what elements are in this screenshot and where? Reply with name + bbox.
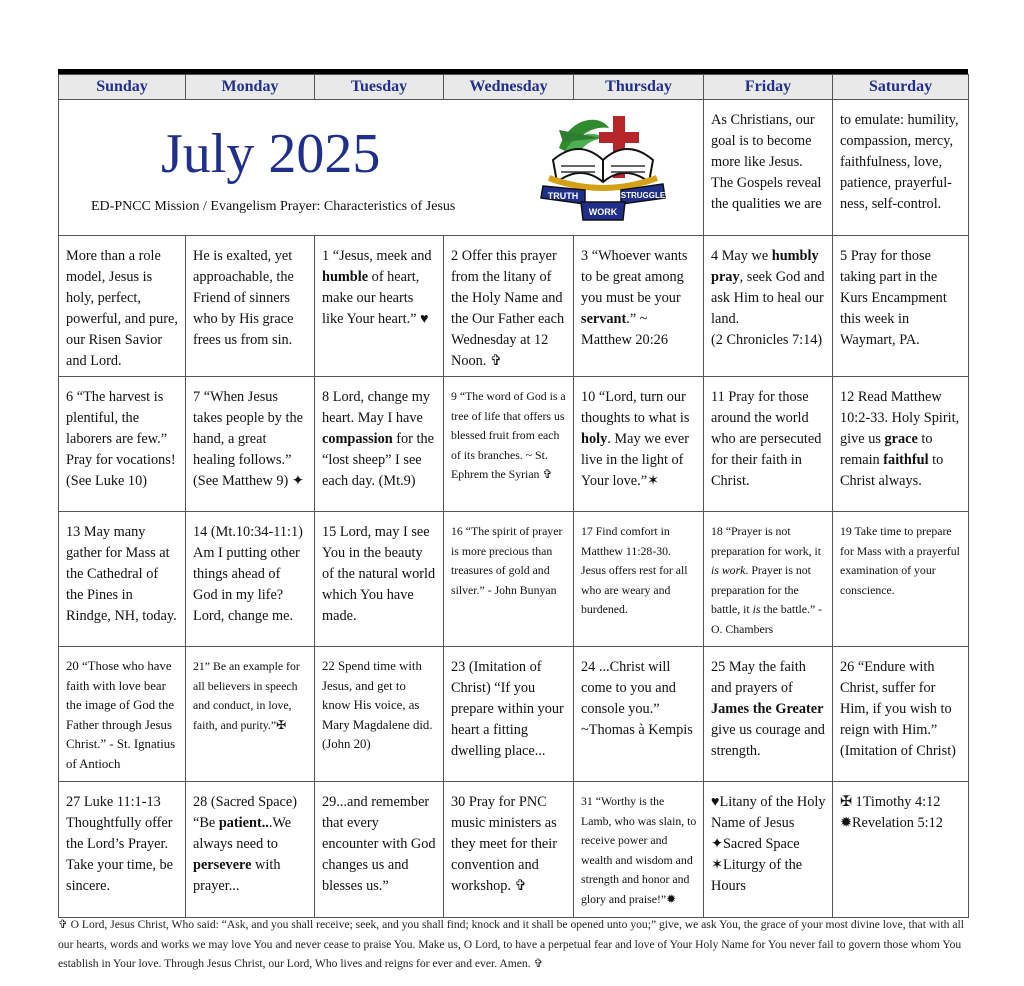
week-row [59, 647, 969, 782]
day-text: 29...and remember that every encounter with God changes us and blesses us.” [322, 794, 436, 894]
day-text: 13 May many gather for Mass at the Cathedral of the Pines in Rindge, NH, today. [66, 524, 177, 624]
day-text: 16 “The spirit of prayer is more precious than treasures of gold and silver.” - John Bunyan [451, 524, 563, 597]
header-monday: Monday [186, 75, 315, 100]
day-text: 18 “Prayer is not preparation for work, it is work. Prayer is not preparation for the battle, it is the battle.” -O. Chambers [711, 524, 823, 636]
day-cell [186, 236, 315, 377]
day-text: 4 May we humbly pray, seek God and ask Him to heal our land. (2 Chronicles 7:14) [711, 248, 825, 348]
day-cell [833, 236, 969, 377]
day-text: 22 Spend time with Jesus, and get to know His voice, as Mary Magdalene did. (John 20) [322, 659, 433, 751]
day-cell [444, 647, 574, 782]
day-cell [186, 377, 315, 512]
header-friday: Friday [704, 75, 833, 100]
day-text: 19 Take time to prepare for Mass with a prayerful examination of your conscience. [840, 524, 960, 597]
footer-prayer: ✞ O Lord, Jesus Christ, Who said: “Ask, and you shall receive; seek, and you shall find; knock and it shall be opened unto you;” give, we ask You, the grace of your most divine love, that with all our hearts, words and works we may love You and never cease to praise You. Make us, O Lord, to have a perpetual fear and love of Your Holy Name for You never fail to govern those whom You establish in Your love. Through Jesus Christ, our Lord, Who lives and reigns for ever and ever. Amen. ✞ [58, 918, 964, 970]
day-text: 14 (Mt.10:34-11:1) Am I putting other things ahead of God in my life? Lord, change me. [193, 524, 303, 624]
day-cell [704, 377, 833, 512]
day-cell [59, 236, 186, 377]
day-cell [574, 512, 704, 647]
day-text: 28 (Sacred Space) “Be patient...We always need to persevere with prayer... [193, 794, 298, 894]
intro-saturday-cell [833, 100, 969, 236]
day-cell [315, 647, 444, 782]
title-cell [59, 100, 704, 236]
day-text: 5 Pray for those taking part in the Kurs Encampment this week in Waymart, PA. [840, 248, 947, 348]
day-cell [574, 377, 704, 512]
calendar-subtitle: ED-PNCC Mission / Evangelism Prayer: Characteristics of Jesus [91, 199, 456, 214]
day-cell [315, 512, 444, 647]
day-cell [833, 377, 969, 512]
day-text: 21” Be an example for all believers in speech and conduct, in love, faith, and purity.”✠ [193, 659, 300, 732]
day-cell [444, 377, 574, 512]
day-text: 11 Pray for those around the world who are persecuted for their faith in Christ. [711, 389, 822, 489]
header-sunday: Sunday [59, 75, 186, 100]
day-text: 6 “The harvest is plentiful, the laborers are few.” Pray for vocations! (See Luke 10) [66, 389, 176, 489]
day-cell [59, 512, 186, 647]
day-text: 9 “The word of God is a tree of life that offers us blessed fruit from each of its branches. ~ St. Ephrem the Syrian ✞ [451, 389, 566, 481]
day-text: 25 May the faith and prayers of James the Greater give us courage and strength. [711, 659, 825, 759]
weekday-header-row [59, 75, 969, 100]
day-text: 17 Find comfort in Matthew 11:28-30. Jesus offers rest for all who are weary and burdened. [581, 524, 688, 616]
day-text: 3 “Whoever wants to be great among you must be your servant.” ~ Matthew 20:26 [581, 248, 688, 348]
header-tuesday: Tuesday [315, 75, 444, 100]
day-text: 12 Read Matthew 10:2-33. Holy Spirit, give us grace to remain faithful to Christ always. [840, 389, 960, 489]
day-cell [59, 377, 186, 512]
title-row [59, 100, 969, 236]
logo-word-truth: TRUTH [547, 191, 579, 201]
day-cell [444, 236, 574, 377]
legend-text: ✠ 1Timothy 4:12 ✹Revelation 5:12 [840, 794, 943, 831]
day-text: 15 Lord, may I see You in the beauty of the natural world which You have made. [322, 524, 436, 624]
day-cell [574, 782, 704, 918]
day-cell [59, 647, 186, 782]
day-cell [833, 647, 969, 782]
day-text: He is exalted, yet approachable, the Friend of sinners who by His grace frees us from sin. [193, 248, 294, 348]
legend-text: ♥Litany of the Holy Name of Jesus ✦Sacred Space ✶Liturgy of the Hours [711, 794, 826, 894]
intro-friday-text: As Christians, our goal is to become more like Jesus. The Gospels reveal the qualities we are [711, 112, 822, 212]
day-cell [186, 512, 315, 647]
day-cell [574, 236, 704, 377]
day-cell [444, 782, 574, 918]
day-text: More than a role model, Jesus is holy, perfect, powerful, and pure, our Risen Savior and Lord. [66, 248, 178, 369]
day-cell [833, 512, 969, 647]
day-cell [315, 782, 444, 918]
day-cell [186, 647, 315, 782]
logo-word-struggle: STRUGGLE [620, 191, 666, 200]
day-cell [704, 647, 833, 782]
day-text: 10 “Lord, turn our thoughts to what is holy. May we ever live in the light of Your love.”✶ [581, 389, 690, 489]
logo-word-work: WORK [588, 207, 618, 217]
day-cell [444, 512, 574, 647]
day-text: 26 “Endure with Christ, suffer for Him, if you wish to reign with Him.” (Imitation of Christ) [840, 659, 956, 759]
day-text: 20 “Those who have faith with love bear the image of God the Father through Jesus Christ.” - St. Ignatius of Antioch [66, 659, 176, 771]
day-cell [315, 236, 444, 377]
intro-saturday-text: to emulate: humility, compassion, mercy, faithfulness, love, patience, prayerful-ness, self-control. [840, 112, 959, 212]
day-cell [704, 236, 833, 377]
header-wednesday: Wednesday [444, 75, 574, 100]
day-cell [186, 782, 315, 918]
day-text: 30 Pray for PNC music ministers as they meet for their convention and workshop. ✞ [451, 794, 557, 894]
day-text: 27 Luke 11:1-13 Thoughtfully offer the Lord’s Prayer. Take your time, be sincere. [66, 794, 173, 894]
day-cell [704, 512, 833, 647]
day-text: 23 (Imitation of Christ) “If you prepare within your heart a fitting dwelling place... [451, 659, 564, 759]
week-row [59, 236, 969, 377]
day-text: 1 “Jesus, meek and humble of heart, make our hearts like Your heart.” ♥ [322, 248, 432, 327]
day-cell [59, 782, 186, 918]
week-row [59, 512, 969, 647]
month-title: July 2025 [161, 123, 381, 185]
day-cell [315, 377, 444, 512]
day-text: 2 Offer this prayer from the litany of the Holy Name and the Our Father each Wednesday at 12 Noon. ✞ [451, 248, 565, 369]
day-text: 31 “Worthy is the Lamb, who was slain, to receive power and wealth and wisdom and strength and honor and glory and praise!”✹ [581, 794, 697, 906]
day-cell [833, 782, 969, 918]
week-row [59, 377, 969, 512]
day-text: 8 Lord, change my heart. May I have compassion for the “lost sheep” I see each day. (Mt.9) [322, 389, 434, 489]
calendar-table [58, 74, 969, 918]
header-saturday: Saturday [833, 75, 969, 100]
day-cell [574, 647, 704, 782]
pncc-emblem-logo [539, 108, 667, 226]
day-text: 7 “When Jesus takes people by the hand, a great healing follows.” (See Matthew 9) ✦ [193, 389, 304, 489]
week-row [59, 782, 969, 918]
day-cell [704, 782, 833, 918]
day-text: 24 ...Christ will come to you and console you.” ~Thomas à Kempis [581, 659, 693, 738]
intro-friday-cell [704, 100, 833, 236]
header-thursday: Thursday [574, 75, 704, 100]
